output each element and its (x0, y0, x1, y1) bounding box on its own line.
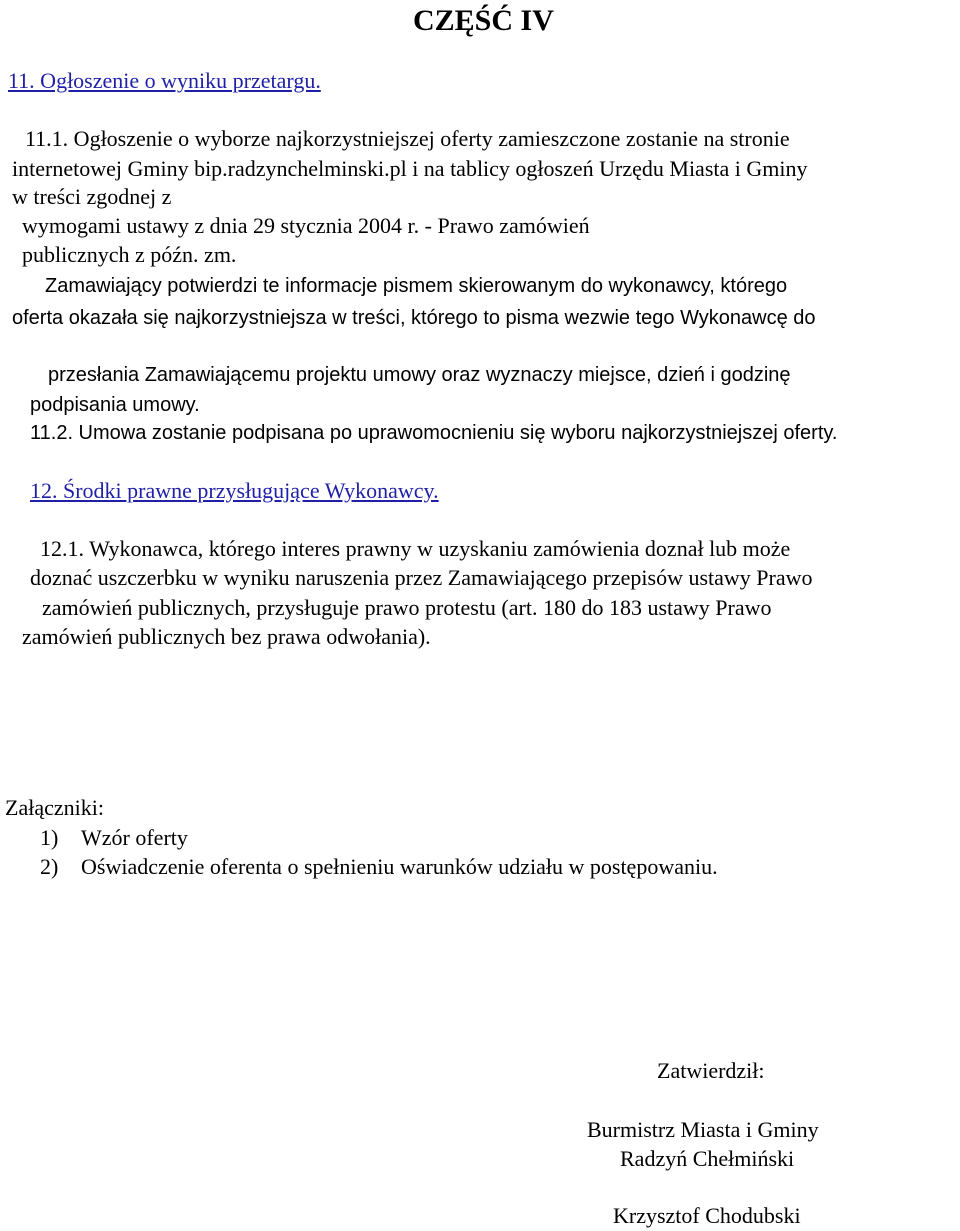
paragraph-11-1-line-5: publicznych z późn. zm. (22, 242, 237, 267)
paragraph-11-1-cont-line-1: Zamawiający potwierdzi te informacje pismem skierowanym do wykonawcy, którego (45, 275, 788, 297)
paragraph-12-1-line-2: doznać uszczerbku w wyniku naruszenia przez Zamawiającego przepisów ustawy Prawo (30, 565, 813, 590)
approval-title-line-2: Radzyń Chełmiński (620, 1146, 795, 1171)
list-item-number: 1) (40, 825, 59, 850)
paragraph-11-1-cont-line-4: podpisania umowy. (30, 394, 200, 416)
paragraph-11-2: 11.2. Umowa zostanie podpisana po uprawomocnieniu się wyboru najkorzystniejszej oferty. (30, 422, 838, 444)
approval-label: Zatwierdził: (657, 1058, 765, 1083)
attachments-heading: Załączniki: (5, 795, 104, 820)
section-12-heading: 12. Środki prawne przysługujące Wykonawcy. (30, 478, 439, 503)
paragraph-12-1-line-1: 12.1. Wykonawca, którego interes prawny w uzyskaniu zamówienia doznał lub może (40, 536, 791, 561)
list-item-text: Oświadczenie oferenta o spełnieniu warunków udziału w postępowaniu. (81, 854, 718, 879)
list-item-text: Wzór oferty (81, 825, 188, 850)
paragraph-11-1-line-4: wymogami ustawy z dnia 29 stycznia 2004 r. - Prawo zamówień (22, 213, 590, 238)
list-item-number: 2) (40, 854, 59, 879)
paragraph-11-1-line-2: internetowej Gminy bip.radzynchelminski.pl i na tablicy ogłoszeń Urzędu Miasta i Gminy (12, 156, 808, 181)
section-11-heading: 11. Ogłoszenie o wyniku przetargu. (8, 68, 321, 93)
approval-title-line-1: Burmistrz Miasta i Gminy (587, 1117, 819, 1142)
paragraph-12-1-line-4: zamówień publicznych bez prawa odwołania). (22, 624, 431, 649)
paragraph-11-1-line-1: 11.1. Ogłoszenie o wyborze najkorzystniejszej oferty zamieszczone zostanie na stronie (25, 126, 790, 151)
paragraph-12-1-line-3: zamówień publicznych, przysługuje prawo protestu (art. 180 do 183 ustawy Prawo (42, 595, 772, 620)
paragraph-11-1-line-3: w treści zgodnej z (12, 184, 172, 209)
paragraph-11-1-cont-line-2: oferta okazała się najkorzystniejsza w treści, którego to pisma wezwie tego Wykonawcę do (12, 307, 816, 329)
paragraph-11-1-cont-line-3: przesłania Zamawiającemu projektu umowy oraz wyznaczy miejsce, dzień i godzinę (48, 364, 791, 386)
part-title: CZĘŚĆ IV (413, 4, 554, 37)
approval-name: Krzysztof Chodubski (613, 1203, 801, 1228)
